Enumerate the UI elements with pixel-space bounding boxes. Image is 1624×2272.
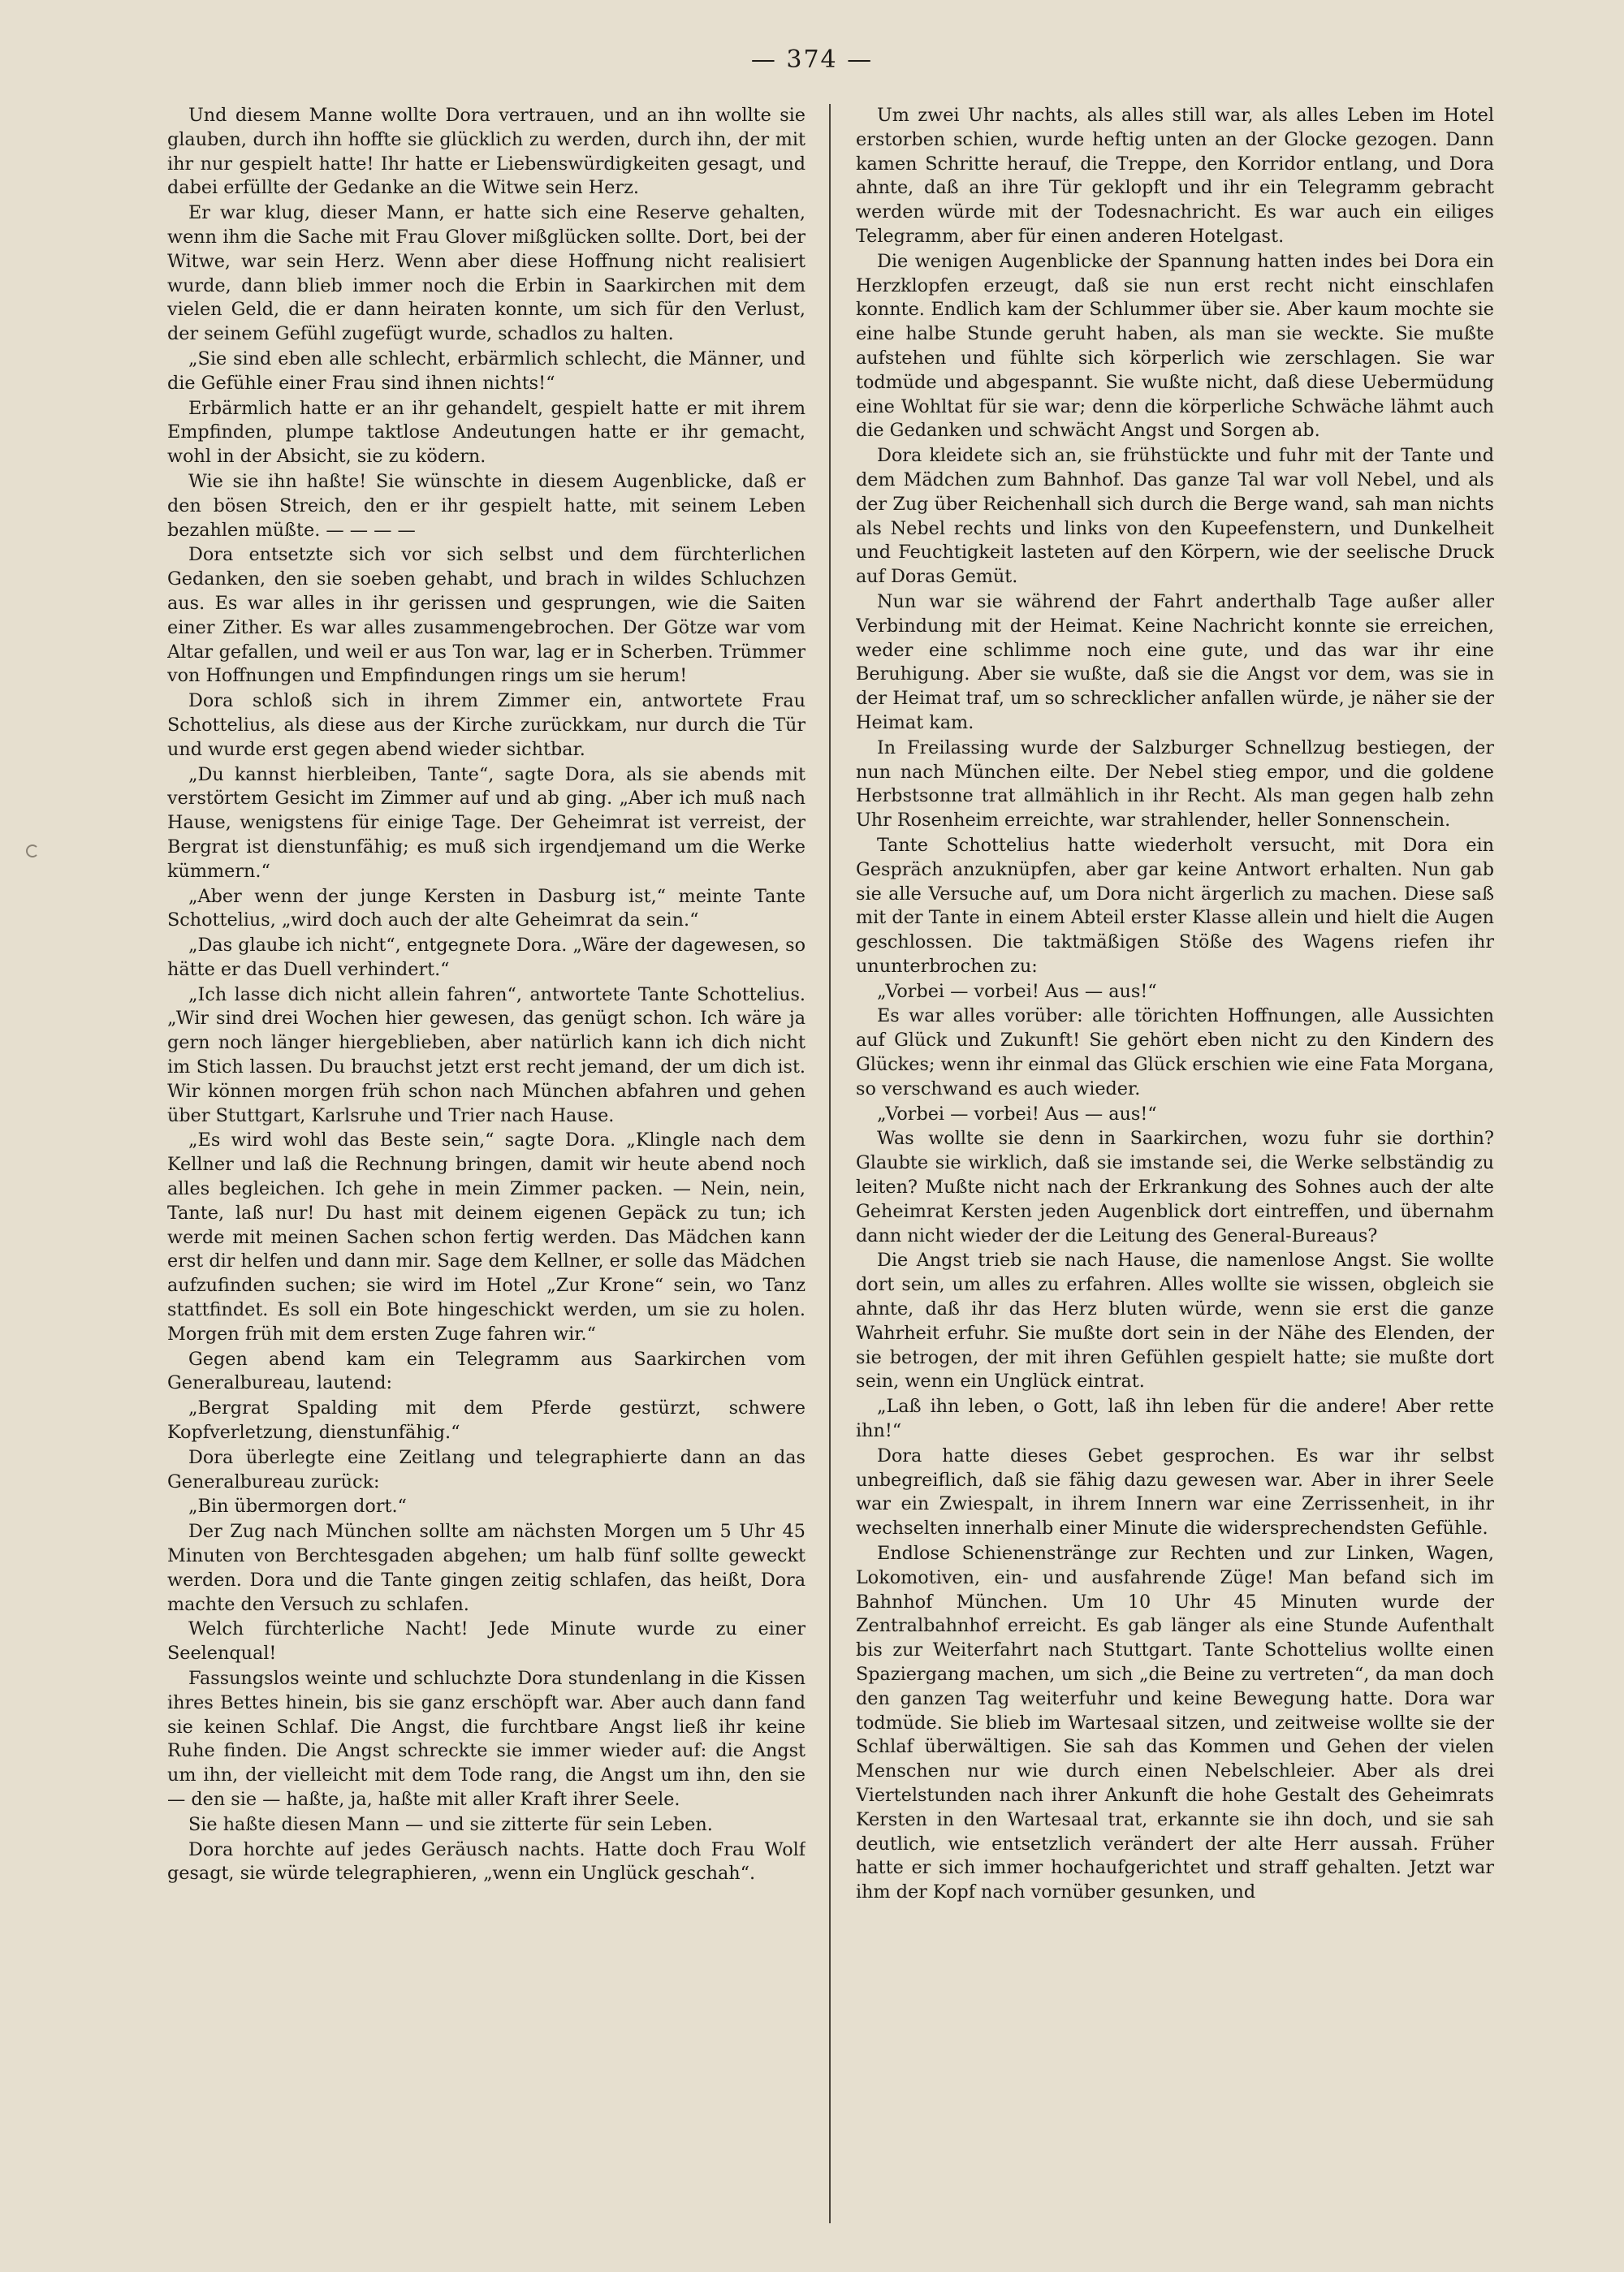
paragraph: „Du kannst hierbleiben, Tante“, sagte Dora, als sie abends mit verstörtem Gesicht im Zimmer auf und ab ging. „Aber ich muß nach Hause, wenigstens für einige Tage. Der Geheimrat ist verreist, der Bergrat ist dienstunfähig; es muß sich irgendjemand um die Werke kümmern.“ — [167, 763, 806, 882]
paragraph: Nun war sie während der Fahrt anderthalb Tage außer aller Verbindung mit der Heimat. Keine Nachricht konnte sie erreichen, weder eine schlimme noch eine gute, und das war ihr eine Beruhigung. Aber sie wußte, daß sie die Angst vor dem, was sie in der Heimat traf, um so schrecklicher anfallen würde, je näher sie der Heimat kam. — [856, 590, 1494, 733]
paragraph: „Bin übermorgen dort.“ — [188, 1496, 407, 1518]
paragraph: Dora kleidete sich an, sie frühstückte und fuhr mit der Tante und dem Mädchen zum Bahnhof. Das ganze Tal war voll Nebel, und als der Zug über Reichenhall sich durch die Berge wand, sah man nichts als Nebel rechts und links von den Kupeefenstern, und Dunkelheit und Feuchtigkeit lasteten auf den Körpern, wie der seelische Druck auf Doras Gemüt. — [856, 445, 1494, 588]
paragraph: „Bergrat Spalding mit dem Pferde gestürzt, schwere Kopfverletzung, dienstunfähig.“ — [167, 1397, 806, 1444]
paragraph: Welch fürchterliche Nacht! Jede Minute wurde zu einer Seelenqual! — [167, 1618, 806, 1665]
paragraph: „Aber wenn der junge Kersten in Dasburg ist,“ meinte Tante Schottelius, „wird doch auch der alte Geheimrat da sein.“ — [167, 885, 806, 931]
paragraph: Erbärmlich hatte er an ihr gehandelt, gespielt hatte er mit ihrem Empfinden, plumpe taktlose Andeutungen hatte er ihr gemacht, wohl in der Absicht, sie zu ködern. — [167, 397, 806, 468]
paragraph: Dora horchte auf jedes Geräusch nachts. Hatte doch Frau Wolf gesagt, sie würde telegraphieren, „wenn ein Unglück geschah“. — [167, 1838, 806, 1885]
paragraph: Dora entsetzte sich vor sich selbst und dem fürchterlichen Gedanken, den sie soeben gehabt, und brach in wildes Schluchzen aus. Es war alles in ihr gerissen und gesprungen, wie die Saiten einer Zither. Es war alles zusammengebrochen. Der Götze war vom Altar gefallen, und weil er aus Ton war, lag er in Scherben. Trümmer von Hoffnungen und Empfindungen rings um sie herum! — [167, 544, 806, 687]
column-divider — [829, 104, 831, 2223]
paragraph: Sie haßte diesen Mann — und sie zitterte für sein Leben. — [188, 1813, 713, 1835]
paragraph: Und diesem Manne wollte Dora vertrauen, und an ihn wollte sie glauben, durch ihn hoffte sie glücklich zu werden, durch ihn, der mit ihr nur gespielt hatte! Ihr hatte er Liebenswürdigkeiten gesagt, und dabei erfüllte der Gedanke an die Witwe sein Herz. — [167, 105, 806, 199]
paragraph: Er war klug, dieser Mann, er hatte sich eine Reserve gehalten, wenn ihm die Sache mit Frau Glover mißglücken sollte. Dort, bei der Witwe, war sein Herz. Wenn aber diese Hoffnung nicht realisiert wurde, dann blieb immer noch die Erbin in Saarkirchen mit dem vielen Geld, die er dann heiraten konnte, um sich für den Verlust, der seinem Gefühl zugefügt wurde, schadlos zu halten. — [167, 202, 806, 345]
paragraph: „Vorbei — vorbei! Aus — aus!“ — [877, 1103, 1157, 1125]
paragraph: Dora überlegte eine Zeitlang und telegraphierte dann an das Generalbureau zurück: — [167, 1446, 806, 1492]
paragraph: „Ich lasse dich nicht allein fahren“, antwortete Tante Schottelius. „Wir sind drei Wochen hier gewesen, das genügt schon. Ich wäre ja gern noch länger hiergeblieben, aber natürlich kann ich dich nicht im Stich lassen. Du brauchst jetzt erst recht jemand, der um dich ist. Wir können morgen früh schon nach München abfahren und gehen über Stuttgart, Karlsruhe und Trier nach Hause. — [167, 983, 806, 1126]
scan-mark — [26, 844, 39, 857]
paragraph: Es war alles vorüber: alle törichten Hoffnungen, alle Aussichten auf Glück und Zukunft! Sie gehört eben nicht zu den Kindern des Glückes; wenn ihr einmal das Glück erschien wie eine Fata Morgana, so verschwand es auch wieder. — [856, 1005, 1494, 1099]
paragraph: „Vorbei — vorbei! Aus — aus!“ — [877, 980, 1157, 1002]
paragraph: Dora hatte dieses Gebet gesprochen. Es war ihr selbst unbegreiflich, daß sie fähig dazu gewesen war. Aber in ihrer Seele war ein Zwiespalt, in ihrem Innern war eine Zerrissenheit, in ihr wechselten innerhalb einer Minute die widersprechendsten Gefühle. — [856, 1445, 1494, 1540]
right-column — [856, 104, 1494, 2231]
paragraph: Endlose Schienenstränge zur Rechten und zur Linken, Wagen, Lokomotiven, ein- und ausfahrende Züge! Man befand sich im Bahnhof München. Um 10 Uhr 45 Minuten wurde der Zentralbahnhof erreicht. Es gab länger als eine Stunde Aufenthalt bis zur Weiterfahrt nach Stuttgart. Tante Schottelius wollte einen Spaziergang machen, um sich „die Beine zu vertreten“, da man doch den ganzen Tag weiterfuhr und keine Bewegung hatte. Dora war todmüde. Sie blieb im Wartesaal sitzen, und zeitweise wollte sie der Schlaf überwältigen. Sie sah das Kommen und Gehen der vielen Menschen nur wie durch einen Nebelschleier. Aber als drei Viertelstunden nach ihrer Ankunft die hohe Gestalt des Geheimrats Kersten in den Wartesaal trat, erkannte sie ihn doch, und sie sah deutlich, wie entsetzlich verändert der alte Herr aussah. Früher hatte er sich immer hochaufgerichtet und straff gehalten. Jetzt war ihm der Kopf nach vornüber gesunken, und — [856, 1543, 1494, 1903]
paragraph: „Sie sind eben alle schlecht, erbärmlich schlecht, die Männer, und die Gefühle einer Frau sind ihnen nichts!“ — [167, 348, 806, 394]
paragraph: Tante Schottelius hatte wiederholt versucht, mit Dora ein Gespräch anzuknüpfen, aber gar keine Antwort erhalten. Nun gab sie alle Versuche auf, um Dora nicht ärgerlich zu machen. Diese saß mit der Tante in einem Abteil erster Klasse allein und hielt die Augen geschlossen. Die taktmäßigen Stöße des Wagens riefen ihr ununterbrochen zu: — [856, 834, 1494, 977]
page-number: — 374 — — [750, 45, 874, 74]
paragraph: „Laß ihn leben, o Gott, laß ihn leben für die andere! Aber rette ihn!“ — [856, 1396, 1494, 1442]
paragraph: „Es wird wohl das Beste sein,“ sagte Dora. „Klingle nach dem Kellner und laß die Rechnung bringen, damit wir heute abend noch alles begleichen. Ich gehe in mein Zimmer packen. — Nein, nein, Tante, laß nur! Du hast mit deinem eigenen Gepäck zu tun; ich werde mit meinen Sachen schon fertig werden. Das Mädchen kann erst dir helfen und dann mir. Sage dem Kellner, er solle das Mädchen aufzufinden suchen; sie wird im Hotel „Zur Krone“ sein, wo Tanz stattfindet. Es soll ein Bote hingeschickt werden, um sie zu holen. Morgen früh mit dem ersten Zuge fahren wir.“ — [167, 1130, 806, 1345]
paragraph: Der Zug nach München sollte am nächsten Morgen um 5 Uhr 45 Minuten von Berchtesgaden abgehen; um halb fünf sollte geweckt werden. Dora und die Tante gingen zeitig schlafen, das heißt, Dora machte den Versuch zu schlafen. — [167, 1521, 806, 1615]
paragraph: Die Angst trieb sie nach Hause, die namenlose Angst. Sie wollte dort sein, um alles zu erfahren. Alles wollte sie wissen, obgleich sie ahnte, daß ihr das Herz bluten würde, wenn sie erst die ganze Wahrheit erfuhr. Sie mußte dort sein in der Nähe des Elenden, der sie betrogen, der mit ihren Gefühlen gespielt hatte; sie mußte dort sein, wenn ein Unglück eintrat. — [856, 1250, 1494, 1393]
paragraph: Fassungslos weinte und schluchzte Dora stundenlang in die Kissen ihres Bettes hinein, bis sie ganz erschöpft war. Aber auch dann fand sie keinen Schlaf. Die Angst, die furchtbare Angst ließ ihr keine Ruhe finden. Die Angst schreckte sie immer wieder auf: die Angst um ihn, der vielleicht mit dem Tode rang, die Angst um ihn, den sie — den sie — haßte, ja, haßte mit aller Kraft ihrer Seele. — [167, 1668, 806, 1810]
paragraph: Dora schloß sich in ihrem Zimmer ein, antwortete Frau Schottelius, als diese aus der Kirche zurückkam, nur durch die Tür und wurde erst gegen abend wieder sichtbar. — [167, 690, 806, 760]
left-column — [167, 104, 806, 2231]
paragraph: Gegen abend kam ein Telegramm aus Saarkirchen vom Generalbureau, lautend: — [167, 1348, 806, 1394]
paragraph: Um zwei Uhr nachts, als alles still war, als alles Leben im Hotel erstorben schien, wurde heftig unten an der Glocke gezogen. Dann kamen Schritte herauf, die Treppe, den Korridor entlang, und Dora ahnte, daß an ihre Tür geklopft und ihr ein Telegramm gebracht werden würde mit der Todesnachricht. Es war auch ein eiliges Telegramm, aber für einen anderen Hotelgast. — [856, 105, 1494, 247]
paragraph: Die wenigen Augenblicke der Spannung hatten indes bei Dora ein Herzklopfen erzeugt, daß sie nun erst recht nicht einschlafen konnte. Endlich kam der Schlummer über sie. Aber kaum mochte sie eine halbe Stunde geruht haben, als man sie weckte. Sie mußte aufstehen und fühlte sich körperlich wie zerschlagen. Sie war todmüde und abgespannt. Sie wußte nicht, daß diese Uebermüdung eine Wohltat für sie war; denn die körperliche Schwäche lähmt auch die Gedanken und schwächt Angst und Sorgen ab. — [856, 250, 1494, 442]
paragraph: Wie sie ihn haßte! Sie wünschte in diesem Augenblicke, daß er den bösen Streich, den er ihr gespielt hatte, mit seinem Leben bezahlen müßte. — — — — — [167, 470, 806, 541]
paragraph: In Freilassing wurde der Salzburger Schnellzug bestiegen, der nun nach München eilte. Der Nebel stieg empor, und die goldene Herbstsonne trat allmählich in ihr Recht. Als man gegen halb zehn Uhr Rosenheim erreichte, war strahlender, heller Sonnenschein. — [856, 736, 1494, 831]
paragraph: Was wollte sie denn in Saarkirchen, wozu fuhr sie dorthin? Glaubte sie wirklich, daß sie imstande sei, die Werke selbständig zu leiten? Mußte nicht nach der Erkrankung des Sohnes auch der alte Geheimrat Kersten jeden Augenblick dort eintreffen, und übernahm dann nicht wieder der die Leitung des General-Bureaus? — [856, 1128, 1494, 1246]
paragraph: „Das glaube ich nicht“, entgegnete Dora. „Wäre der dagewesen, so hätte er das Duell verhindert.“ — [167, 935, 806, 980]
